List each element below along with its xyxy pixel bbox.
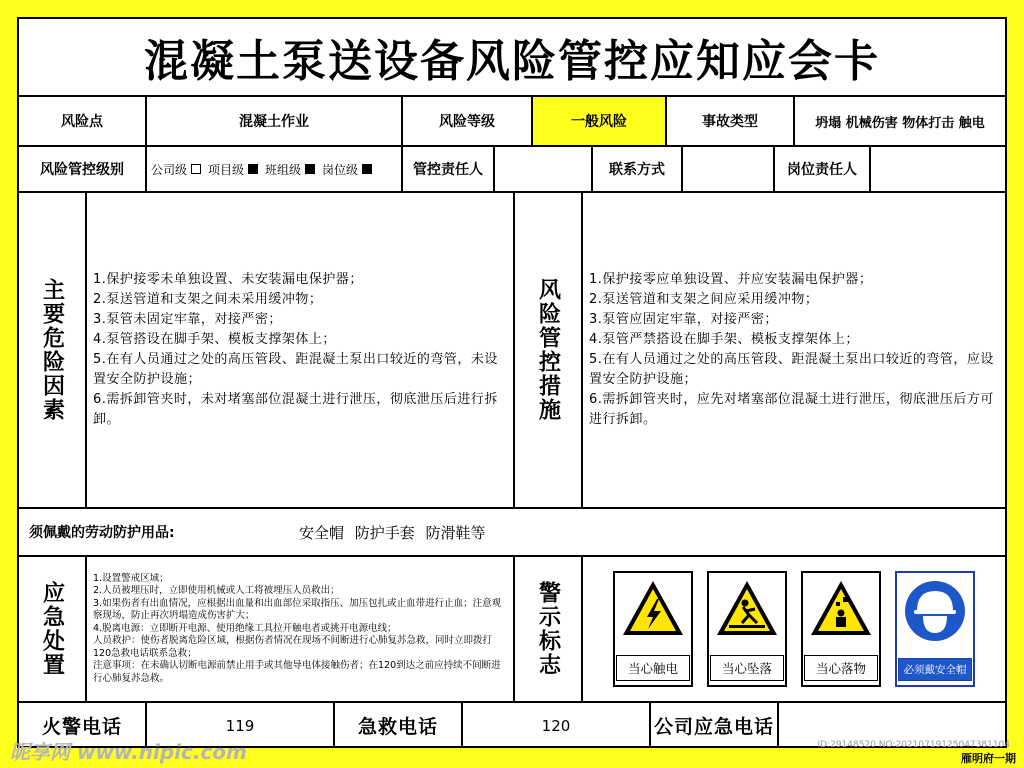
- risk-card: [17, 17, 1007, 748]
- contact-label: 联系方式: [593, 147, 683, 191]
- risk-level-label: 风险等级: [403, 97, 533, 145]
- accident-type-label: 事故类型: [667, 97, 795, 145]
- measure-item: 6.需拆卸管夹时，应先对堵塞部位混凝土进行泄压，彻底泄压后方可进行拆卸。: [589, 392, 994, 427]
- checkbox-post[interactable]: [362, 164, 372, 174]
- hazard-item: 6.需拆卸管夹时，未对堵塞部位混凝土进行泄压，彻底泄压后进行拆卸。: [93, 392, 498, 427]
- ambulance-phone-value: 120: [463, 703, 651, 748]
- contact-value: [683, 147, 775, 191]
- emergency-item: 3.如果伤者有出血情况，应根据出血量和出血部位采取指压、加压包扎或止血带进行止血；注意观察现场，防止再次坍塌造成伤害扩大；: [93, 597, 502, 622]
- post-person-value: [871, 147, 1005, 191]
- emergency-list: [87, 557, 515, 701]
- warning-label: 警示标志: [515, 557, 583, 701]
- sign-label: 必须戴安全帽: [898, 658, 972, 681]
- hazard-item: 5.在有人员通过之处的高压管段、距混凝土泵出口较近的弯管，未设置安全防护设施；: [93, 352, 498, 387]
- fire-phone-label: 火警电话: [19, 703, 147, 748]
- emergency-item: 2.人员被埋压时，立即使用机械或人工将被埋压人员救出；: [93, 585, 340, 597]
- risk-point-value: 混凝土作业: [147, 97, 403, 145]
- watermark: 昵享网 www.nipic.com: [10, 740, 247, 764]
- emergency-item: 注意事项：在未确认切断电源前禁止用手或其他导电体接触伤者；在120到达之前应持续不间断进行心肺复苏急救。: [93, 660, 501, 684]
- level-team: 班组级: [265, 162, 302, 177]
- image-id-text: ID:29148520 NO:20210719125047381104: [817, 740, 1010, 750]
- level-company: 公司级: [151, 162, 188, 177]
- measure-item: 3.泵管应固定牢靠，对接严密；: [589, 312, 778, 327]
- sign-hard-hat: [895, 571, 975, 687]
- sign-label: 当心落物: [804, 655, 878, 681]
- level-post: 岗位级: [322, 162, 359, 177]
- measure-item: 1.保护接零应单独设置、并应安装漏电保护器；: [589, 272, 873, 287]
- sign-fall: [707, 571, 787, 687]
- sign-label: 当心触电: [616, 655, 690, 681]
- hazard-item: 2.泵送管道和支架之间未采用缓冲物；: [93, 292, 323, 307]
- measure-item: 2.泵送管道和支架之间应采用缓冲物；: [589, 292, 819, 307]
- risk-info-row: [19, 97, 1005, 147]
- checkbox-company[interactable]: [191, 164, 201, 174]
- hazard-item: 1.保护接零未单独设置、未安装漏电保护器；: [93, 272, 363, 287]
- checkbox-project[interactable]: [248, 164, 258, 174]
- fall-warning-icon: [715, 579, 779, 637]
- measures-label: 风险管控措施: [515, 193, 583, 507]
- hazard-item: 3.泵管未固定牢靠，对接严密；: [93, 312, 282, 327]
- risk-level-value: 一般风险: [533, 97, 667, 145]
- level-project: 项目级: [208, 162, 245, 177]
- control-person-label: 管控责任人: [403, 147, 495, 191]
- measures-list: [583, 193, 1005, 507]
- accident-type-value: 坍塌 机械伤害 物体打击 触电: [815, 115, 985, 131]
- emergency-item: 1.设置警戒区域；: [93, 572, 169, 584]
- footer-project: 雁明府一期: [961, 752, 1016, 765]
- warning-signs: [583, 557, 1005, 701]
- ppe-row: [19, 509, 1005, 557]
- title-row: [19, 19, 1005, 97]
- sign-label: 当心坠落: [710, 655, 784, 681]
- ambulance-phone-label: 急救电话: [335, 703, 463, 748]
- emergency-item: 人员救护：使伤者脱离危险区域，根据伤者情况在现场不间断进行心肺复苏急救，同时立即拨打120急救电话联系急救；: [93, 635, 493, 659]
- emergency-row: [19, 557, 1005, 703]
- falling-object-warning-icon: [809, 579, 873, 637]
- ppe-label: 须佩戴的劳动防护用品:: [29, 525, 175, 541]
- company-phone-label: 公司应急电话: [651, 703, 779, 748]
- electric-shock-warning-icon: [621, 579, 685, 637]
- hazard-item: 4.泵管搭设在脚手架、模板支撑架体上；: [93, 332, 336, 347]
- hazards-measures-row: [19, 193, 1005, 509]
- measure-item: 4.泵管严禁搭设在脚手架、模板支撑架体上；: [589, 332, 859, 347]
- checkbox-team[interactable]: [305, 164, 315, 174]
- hazards-label: 主要危险因素: [19, 193, 87, 507]
- sign-falling-object: [801, 571, 881, 687]
- post-person-label: 岗位责任人: [775, 147, 871, 191]
- card-title: 混凝土泵送设备风险管控应知应会卡: [144, 36, 880, 87]
- fire-phone-value: 119: [147, 703, 335, 748]
- hard-hat-mandatory-icon: [903, 579, 967, 643]
- measure-item: 5.在有人员通过之处的高压管段、距混凝土泵出口较近的弯管，应设置安全防护设施；: [589, 352, 994, 387]
- control-row: [19, 147, 1005, 193]
- control-level-label: 风险管控级别: [19, 147, 147, 191]
- control-person-value: [495, 147, 593, 191]
- emergency-item: 4.脱离电源：立即断开电源、使用绝缘工具拉开触电者或挑开电源电线；: [93, 622, 397, 634]
- hazards-list: [87, 193, 515, 507]
- control-level-options: [147, 147, 403, 191]
- sign-electric-shock: [613, 571, 693, 687]
- emergency-label: 应急处置: [19, 557, 87, 701]
- ppe-items: 安全帽 防护手套 防滑鞋等: [299, 523, 486, 542]
- risk-point-label: 风险点: [19, 97, 147, 145]
